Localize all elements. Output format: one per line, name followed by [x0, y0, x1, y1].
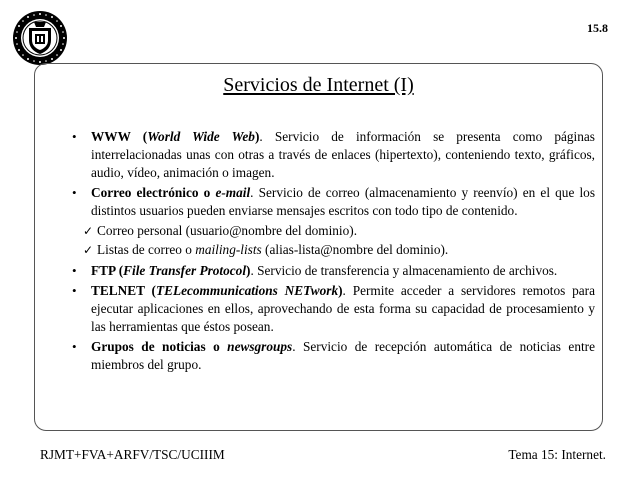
footer-topic: Tema 15: Internet.	[508, 447, 606, 462]
bullet-text: TELNET (TELecommunications NETwork). Permite acceder a servidores remotos para ejecutar aplicaciones en ellos, aprovechando de esta forma su capacidad de procesamiento y las herramientas que éstos posean.	[91, 283, 595, 334]
subitem-text: Correo personal (usuario@nombre del dominio).	[97, 223, 358, 238]
bullet-icon: •	[72, 263, 77, 278]
page-number: 15.8	[587, 21, 608, 35]
subitem-text: Listas de correo o mailing-lists (alias-lista@nombre del dominio).	[97, 242, 449, 257]
bullet-icon: •	[72, 283, 77, 298]
university-seal-icon	[12, 10, 68, 66]
checkmark-icon: ✓	[83, 243, 94, 257]
bullet-item-telnet	[69, 282, 595, 336]
bullet-item-ftp	[69, 262, 595, 280]
bullet-icon: •	[72, 185, 77, 200]
bullet-text: WWW (World Wide Web). Servicio de información se presenta como páginas interrelacionadas unas con otras a través de enlaces (hipertexto), conteniendo texto, gráficos, audio, vídeo, animación o imagen.	[91, 129, 595, 180]
bullet-icon: •	[72, 129, 77, 144]
subitem-listas-correo	[69, 241, 595, 259]
checkmark-icon: ✓	[83, 224, 94, 238]
bullet-text: Correo electrónico o e-mail. Servicio de correo (almacenamiento y reenvío) en el que los distintos usuarios pueden enviarse mensajes escritos con todo tipo de contenido.	[91, 185, 595, 218]
footer-authors: RJMT+FVA+ARFV/TSC/UCIIIM	[40, 447, 225, 462]
bullet-text: Grupos de noticias o newsgroups. Servicio de recepción automática de noticias entre miembros del grupo.	[91, 339, 595, 372]
slide-frame	[34, 63, 603, 431]
subitem-correo-personal	[69, 222, 595, 240]
bullet-item-www	[69, 128, 595, 182]
bullet-item-grupos	[69, 338, 595, 374]
bullet-item-correo	[69, 184, 595, 220]
bullet-icon: •	[72, 339, 77, 354]
bullet-text: FTP (File Transfer Protocol). Servicio de transferencia y almacenamiento de archivos.	[91, 263, 558, 278]
bullet-list	[69, 128, 595, 376]
slide-title: Servicios de Internet (I)	[223, 74, 414, 96]
